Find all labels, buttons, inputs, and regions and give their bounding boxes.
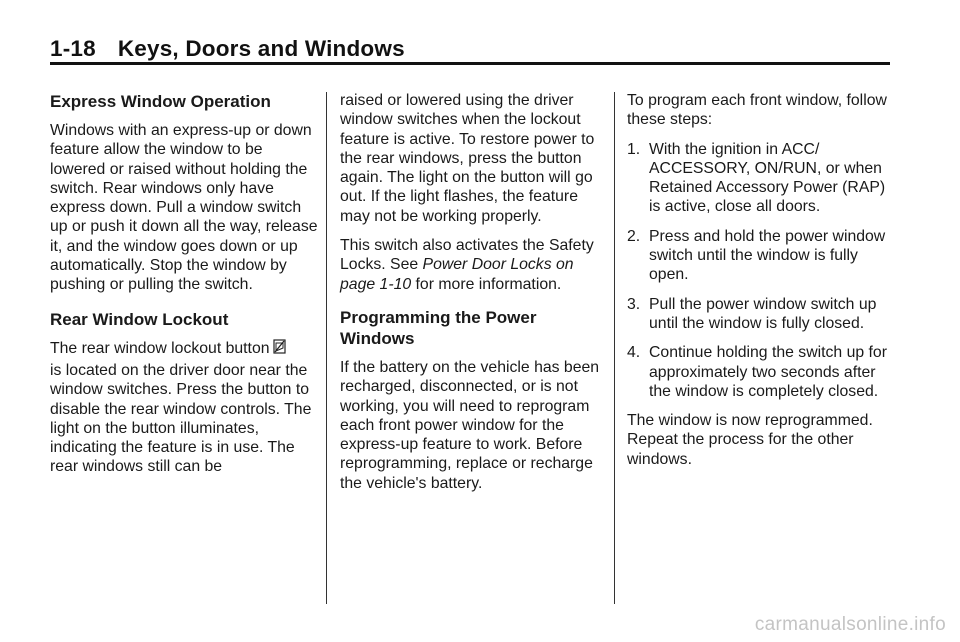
step-number: 1.: [627, 140, 641, 158]
paragraph: [340, 236, 606, 294]
paragraph: To program each front window, follow these steps:: [627, 92, 887, 129]
page-number: 1-18: [50, 36, 96, 61]
paragraph-text: is located on the driver door near the window switches. Press the button to disable the rear window controls. The light on the button illuminates, indicating the feature is in use. The rear windows still can be: [50, 361, 312, 476]
paragraph: [50, 339, 318, 477]
paragraph: Windows with an express-up or down feature allow the window to be lowered or raised without holding the switch. Rear windows only have express down. Pull a window switch up or push it down all the way, release it, and the window goes down or up automatically. Stop the window by pushing or pulling the switch.: [50, 122, 318, 294]
page-header: [50, 36, 405, 62]
column-divider: [326, 92, 327, 604]
column-1: [50, 91, 318, 477]
paragraph-text: The rear window lockout button: [50, 339, 270, 357]
list-item: [627, 343, 889, 401]
window-lockout-icon: [273, 339, 286, 354]
steps-list: [627, 140, 889, 402]
column-divider: [614, 92, 615, 604]
step-text: Continue holding the switch up for approximately two seconds after the window is completely closed.: [649, 344, 887, 400]
list-item: [627, 227, 889, 285]
paragraph: raised or lowered using the driver window switches when the lockout feature is active. To restore power to the rear windows, press the button again. The light on the button will go out. If the light flashes, the feature may not be working properly.: [340, 92, 595, 225]
list-item: [627, 295, 889, 334]
paragraph: If the battery on the vehicle has been recharged, disconnected, or is not working, you will need to reprogram each front power window for the express-up feature to work. Before reprogramming, replace or recharge the vehicle's battery.: [340, 358, 600, 492]
paragraph-text: for more information.: [415, 275, 562, 293]
step-text: Pull the power window switch up until the window is fully closed.: [649, 295, 877, 332]
cross-reference-link[interactable]: Power Door Locks on page 1-10: [340, 256, 574, 293]
paragraph: The window is now reprogrammed. Repeat the process for the other windows.: [627, 412, 873, 468]
list-item: [627, 140, 889, 217]
column-2: [340, 91, 606, 503]
step-number: 2.: [627, 227, 641, 245]
section-heading: Programming the Power Windows: [340, 307, 537, 348]
section-heading: Rear Window Lockout: [50, 309, 229, 329]
section-heading: Express Window Operation: [50, 92, 271, 111]
step-text: With the ignition in ACC/ ACCESSORY, ON/RUN, or when Retained Accessory Power (RAP) is active, close all doors.: [649, 140, 886, 216]
watermark: carmanualsonline.info: [754, 614, 946, 635]
header-rule: [50, 62, 890, 65]
chapter-title: Keys, Doors and Windows: [117, 36, 405, 61]
step-number: 3.: [627, 295, 641, 313]
step-text: Press and hold the power window switch until the window is fully open.: [649, 227, 886, 284]
paragraph-text: This switch also activates the Safety Locks. See: [340, 237, 594, 274]
step-number: 4.: [627, 344, 641, 362]
column-3: [627, 91, 889, 479]
